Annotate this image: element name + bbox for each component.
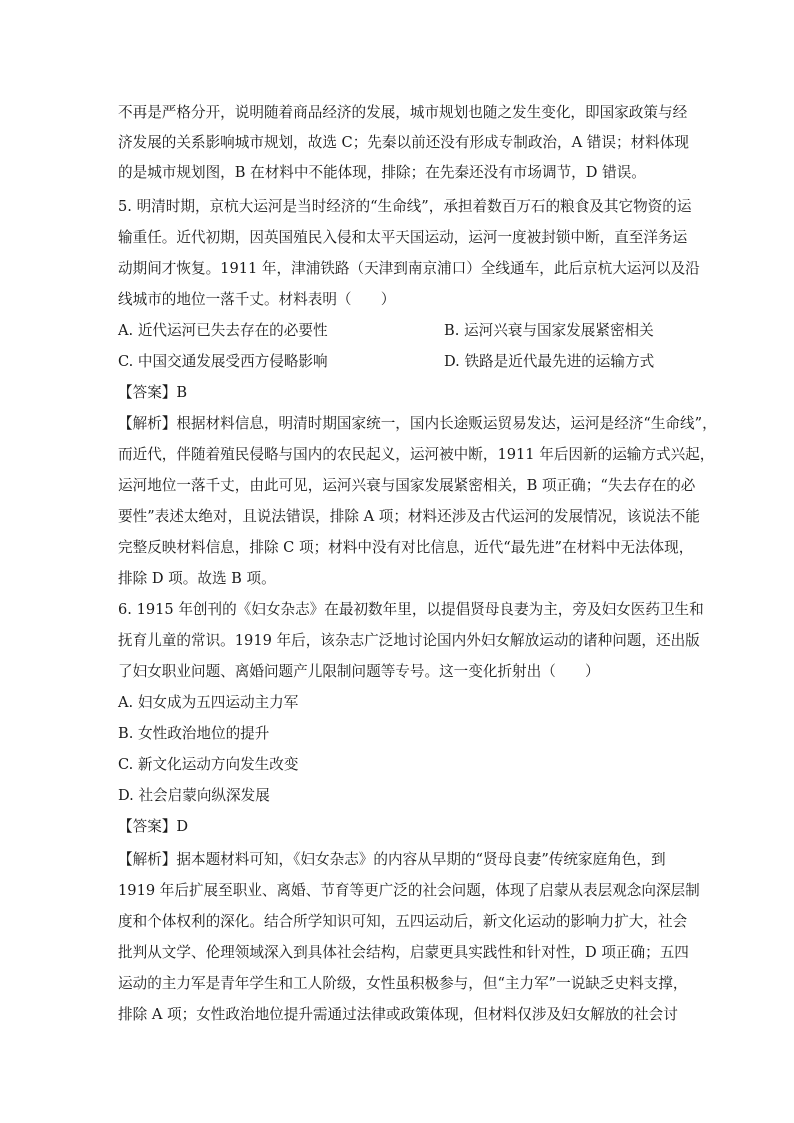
question-6-stem: 6. 1915 年创刊的《妇女杂志》在最初数年里，以提倡贤母良妻为主，旁及妇女医药卫生和: [118, 601, 704, 618]
question-5-stem: 输重任。近代初期，因英国殖民入侵和太平天国运动，运河一度被封锁中断，直至洋务运: [118, 229, 688, 246]
question-5-explanation: 排除 D 项。故选 B 项。: [118, 570, 276, 587]
question-6-stem: 抚育儿童的常识。1919 年后，该杂志广泛地讨论国内外妇女解放运动的诸种问题，还出版: [118, 632, 700, 649]
text-line: 的是城市规划图，B 在材料中不能体现，排除；在先秦还没有市场调节，D 错误。: [118, 164, 646, 181]
question-5-explanation: 完整反映材料信息，排除 C 项；材料中没有对比信息，近代“最先进”在材料中无法体现，: [118, 539, 694, 556]
question-5-option-d: D. 铁路是近代最先进的运输方式: [444, 353, 655, 370]
text-line: 济发展的关系影响城市规划，故选 C；先秦以前还没有形成专制政治，A 错误；材料体现: [118, 134, 689, 151]
question-5-option-b: B. 运河兴衰与国家发展紧密相关: [444, 322, 654, 339]
question-5-explanation: 而近代，伴随着殖民侵略与国内的农民起义，运河被中断，1911 年后因新的运输方式兴起，: [118, 446, 715, 463]
question-5-stem: 5. 明清时期，京杭大运河是当时经济的“生命线”，承担着数百万石的粮食及其它物资的运: [118, 198, 692, 215]
question-5-stem: 线城市的地位一落千丈。材料表明（ ）: [118, 291, 396, 308]
question-6-explanation: 1919 年后扩展至职业、离婚、节育等更广泛的社会问题，体现了启蒙从表层观念向深层制: [118, 882, 700, 899]
question-6-explanation: 批判从文学、伦理领域深入到具体社会结构，启蒙更具实践性和针对性，D 项正确；五四: [118, 944, 689, 961]
question-6-explanation: 【解析】据本题材料可知，《妇女杂志》的内容从早期的“贤母良妻”传统家庭角色，到: [118, 851, 666, 868]
question-5-explanation: 要性”表述太绝对，且说法错误，排除 A 项；材料还涉及古代运河的发展情况，该说法不能: [118, 508, 700, 525]
question-6-option-b: B. 女性政治地位的提升: [118, 725, 270, 742]
question-5-option-c: C. 中国交通发展受西方侵略影响: [118, 353, 328, 370]
question-6-explanation: 运动的主力军是青年学生和工人阶级，女性虽积极参与，但“主力军”一说缺乏史料支撑，: [118, 975, 688, 992]
question-6-option-d: D. 社会启蒙向纵深发展: [118, 787, 270, 804]
question-6-stem: 了妇女职业问题、离婚问题产儿限制问题等专号。这一变化折射出（ ）: [118, 663, 600, 680]
question-6-option-c: C. 新文化运动方向发生改变: [118, 756, 299, 773]
text-line: 不再是严格分开，说明随着商品经济的发展，城市规划也随之发生变化，即国家政策与经: [118, 104, 688, 121]
question-5-stem: 动期间才恢复。1911 年，津浦铁路（天津到南京浦口）全线通车，此后京杭大运河以及沿: [118, 260, 700, 277]
question-5-explanation: 运河地位一落千丈，由此可见，运河兴衰与国家发展紧密相关，B 项正确；“失去存在的必: [118, 477, 696, 494]
question-6-answer: 【答案】D: [118, 818, 189, 835]
question-5-answer: 【答案】B: [118, 384, 188, 401]
question-6-explanation: 排除 A 项；女性政治地位提升需通过法律或政策体现，但材料仅涉及妇女解放的社会讨: [118, 1006, 678, 1023]
question-5-explanation: 【解析】根据材料信息，明清时期国家统一，国内长途贩运贸易发达，运河是经济“生命线”，: [118, 415, 717, 432]
question-6-explanation: 度和个体权利的深化。结合所学知识可知，五四运动后，新文化运动的影响力扩大，社会: [118, 913, 688, 930]
question-6-option-a: A. 妇女成为五四运动主力军: [118, 694, 299, 711]
question-5-option-a: A. 近代运河已失去存在的必要性: [118, 322, 328, 339]
